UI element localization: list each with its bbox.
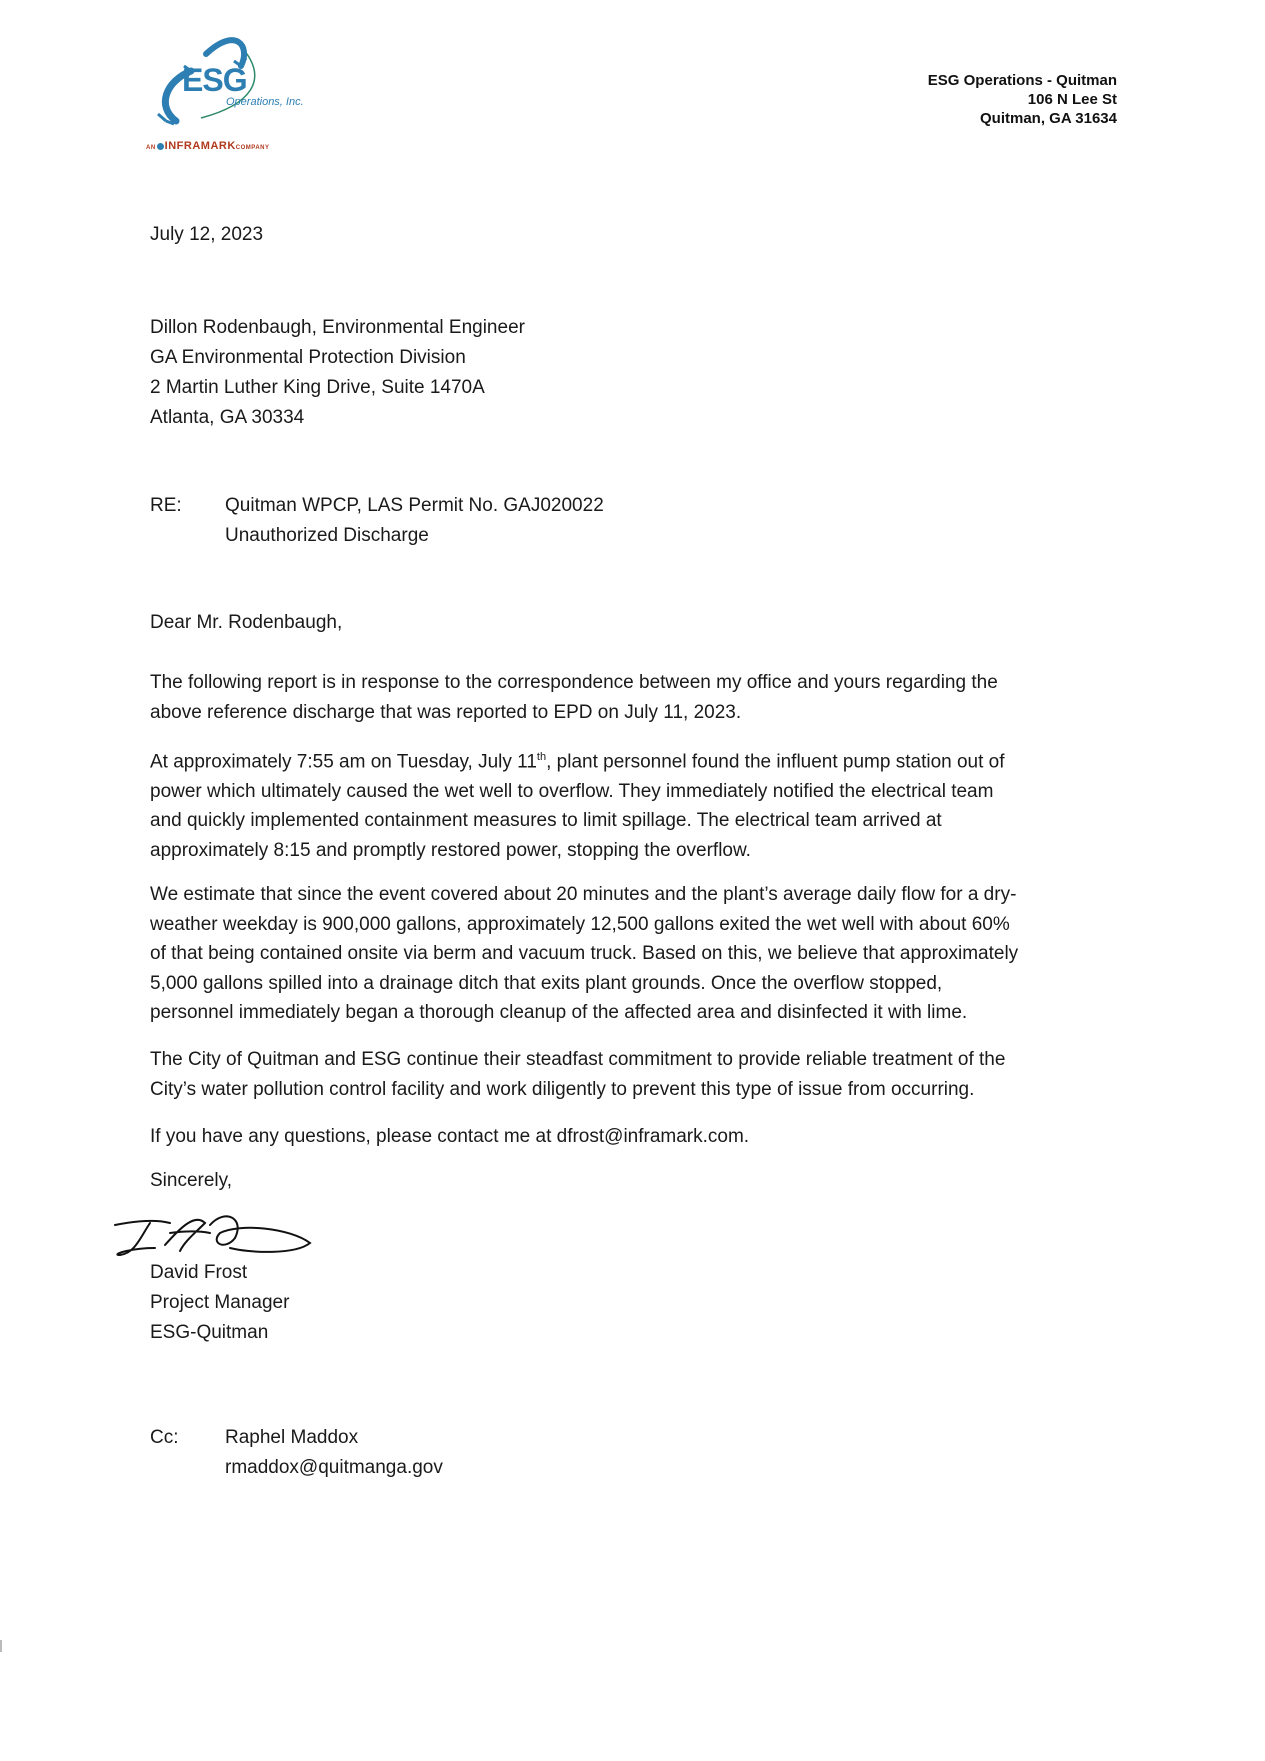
recipient-line1: Dillon Rodenbaugh, Environmental Engineer bbox=[150, 317, 525, 338]
paragraph-line: above reference discharge that was reported to EPD on July 11, 2023. bbox=[150, 701, 742, 723]
company-address bbox=[928, 71, 1117, 128]
body-paragraph-5 bbox=[150, 1122, 1110, 1152]
company-address-line1: ESG Operations - Quitman bbox=[927, 72, 1117, 89]
recipient-line3: 2 Martin Luther King Drive, Suite 1470A bbox=[150, 377, 485, 398]
paragraph-line: City’s water pollution control facility and work diligently to prevent this type of issue from occurring. bbox=[150, 1078, 975, 1100]
subject-label: RE: bbox=[150, 495, 182, 516]
paragraph-line: 5,000 gallons spilled into a drainage ditch that exits plant grounds. Once the overflow stopped, bbox=[150, 972, 943, 994]
body-paragraph-3 bbox=[150, 880, 1110, 1028]
inframark-dot-icon bbox=[157, 143, 164, 150]
logo-parent-name: INFRAMARK bbox=[164, 140, 236, 152]
cc-lines bbox=[225, 1423, 443, 1483]
letter-date: July 12, 2023 bbox=[150, 224, 264, 245]
paragraph-text: At approximately 7:55 am on Tuesday, July 11 bbox=[150, 751, 537, 773]
closing: Sincerely, bbox=[150, 1170, 233, 1191]
company-address-line2: 106 N Lee St bbox=[1027, 91, 1117, 108]
logo-tagline: Operations, Inc. bbox=[226, 96, 304, 108]
subject-line2: Unauthorized Discharge bbox=[225, 525, 429, 546]
paragraph-line bbox=[150, 743, 1110, 777]
recipient-address bbox=[150, 313, 525, 433]
handwritten-signature bbox=[110, 1203, 330, 1263]
scan-edge-mark bbox=[0, 1640, 2, 1652]
paragraph-line: If you have any questions, please contact me at dfrost@inframark.com. bbox=[150, 1126, 750, 1147]
recipient-line4: Atlanta, GA 30334 bbox=[150, 407, 305, 428]
logo-parent-suffix: COMPANY bbox=[235, 145, 270, 151]
cc-label: Cc: bbox=[150, 1427, 179, 1448]
ordinal-suffix: th bbox=[536, 751, 547, 763]
logo-brand-text: ESG bbox=[182, 62, 247, 98]
paragraph-line: personnel immediately began a thorough cleanup of the affected area and disinfected it with lime. bbox=[150, 1002, 968, 1023]
company-address-line3: Quitman, GA 31634 bbox=[980, 110, 1117, 127]
body-paragraph-1 bbox=[150, 668, 1110, 727]
cc-email: rmaddox@quitmanga.gov bbox=[225, 1457, 443, 1478]
recipient-line2: GA Environmental Protection Division bbox=[150, 347, 466, 368]
subject-lines bbox=[225, 491, 604, 551]
signer-block bbox=[150, 1258, 289, 1348]
paragraph-line: and quickly implemented containment measures to limit spillage. The electrical team arrived at bbox=[150, 810, 942, 832]
body-paragraph-4 bbox=[150, 1045, 1110, 1104]
signer-org: ESG-Quitman bbox=[150, 1322, 269, 1343]
paragraph-line: weather weekday is 900,000 gallons, approximately 12,500 gallons exited the wet well with about 60% bbox=[150, 913, 1010, 935]
esg-logo bbox=[146, 26, 346, 158]
salutation: Dear Mr. Rodenbaugh, bbox=[150, 612, 343, 633]
body-paragraph-2 bbox=[150, 743, 1110, 865]
paragraph-line: of that being contained onsite via berm and vacuum truck. Based on this, we believe that approximately bbox=[150, 943, 1019, 964]
logo-parent-prefix: AN bbox=[146, 145, 156, 151]
paragraph-line: The following report is in response to the correspondence between my office and yours regarding the bbox=[150, 672, 998, 693]
paragraph-line: power which ultimately caused the wet well to overflow. They immediately notified the electrical team bbox=[150, 780, 994, 802]
logo-parent-company bbox=[146, 140, 270, 152]
paragraph-line: approximately 8:15 and promptly restored power, stopping the overflow. bbox=[150, 839, 751, 861]
paragraph-line: The City of Quitman and ESG continue their steadfast commitment to provide reliable treatment of the bbox=[150, 1049, 1006, 1070]
paragraph-text: , plant personnel found the influent pump station out of bbox=[546, 751, 1005, 773]
signer-title: Project Manager bbox=[150, 1292, 290, 1313]
paragraph-line: We estimate that since the event covered about 20 minutes and the plant’s average daily flow for a dry- bbox=[150, 884, 1017, 905]
cc-name: Raphel Maddox bbox=[225, 1427, 359, 1448]
signer-name: David Frost bbox=[150, 1262, 248, 1283]
subject-line1: Quitman WPCP, LAS Permit No. GAJ020022 bbox=[225, 495, 604, 516]
